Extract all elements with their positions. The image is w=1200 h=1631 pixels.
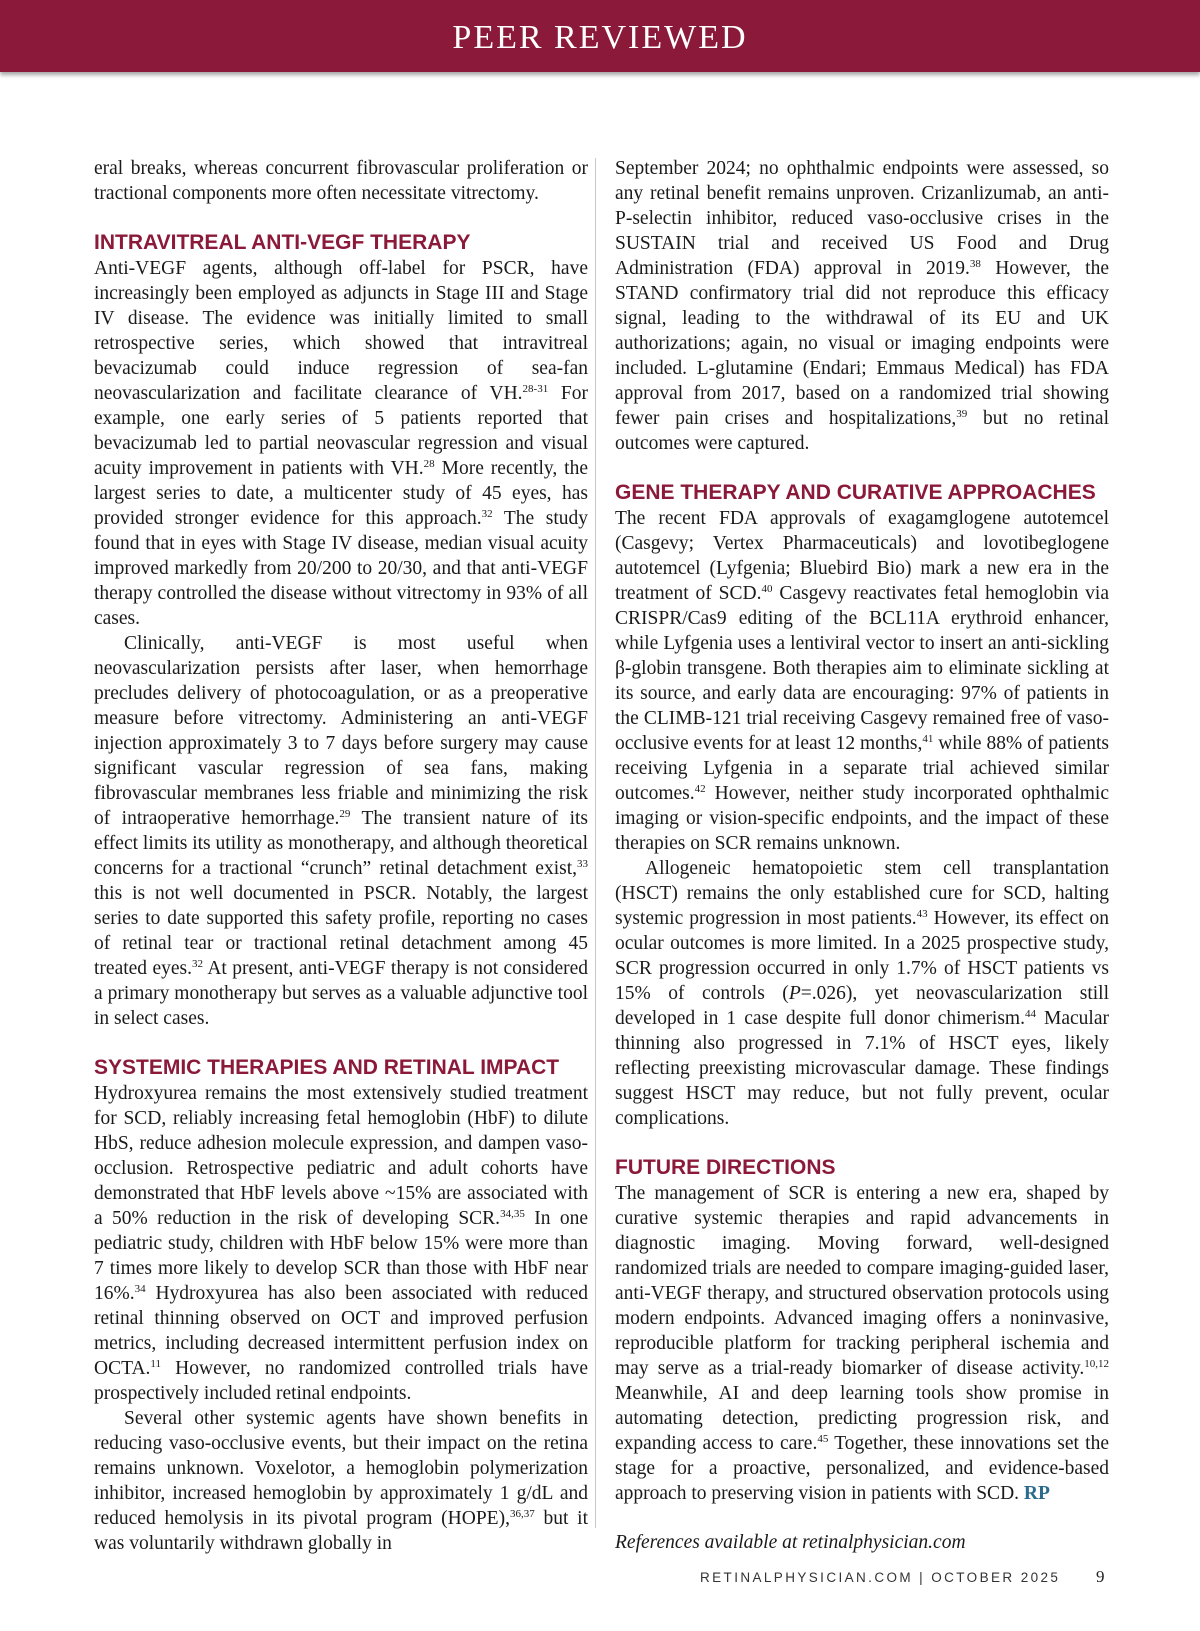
citation: 45: [817, 1433, 829, 1445]
p-value-symbol: P: [788, 983, 801, 1004]
paragraph-systemic-1: Hydroxyurea remains the most extensively studied treatment for SCD, reliably increasing fetal hemoglobin (HbF) to dilute HbS, reduce adhesion molecule expression, and dampen vaso-occlusion. Retrospective pediatric and adult cohorts have demonstrated that HbF levels above ~15% are associated with a 50% reduction in the risk of developing SCR.$^{34,35}$ In one pediatric study, children with HbF below 15% were more than 7 times more likely to develop SCR than those with HbF near 16%.$^{34}$ Hydroxyurea has also been associated with reduced retinal thinning observed on OCT and improved perfusion metrics, including decreased intermittent perfusion index on OCTA.$^{11}$ However, no randomized controlled trials have prospectively included retinal endpoints.: [94, 1083, 588, 1404]
citation: 40: [761, 583, 773, 595]
citation: 10,12: [1084, 1358, 1109, 1370]
section-heading-future: FUTURE DIRECTIONS: [615, 1156, 836, 1179]
paragraph-systemic-2: Several other systemic agents have shown benefits in reducing vaso-occlusive events, but their impact on the retina remains unknown. Voxelotor, a hemoglobin polymerization inhibitor, increased hemoglobin by approximately 1 g/dL and reduced hemolysis in its pivotal program (HOPE),$^{36,37}$ but it was voluntarily withdrawn globally in: [94, 1408, 588, 1554]
citation: 41: [922, 733, 934, 745]
citation: 28-31: [522, 383, 549, 395]
paragraph-gene-therapy-1: The recent FDA approvals of exagamglogene autotemcel (Casgevy; Vertex Pharmaceuticals) and lovotibeglogene autotemcel (Lyfgenia; Bluebird Bio) mark a new era in the treatment of SCD.$^{40}$ Casgevy reactivates fetal hemoglobin via CRISPR/Cas9 editing of the BCL11A erythroid enhancer, while Lyfgenia uses a lentiviral vector to insert an anti-sickling β-globin transgene. Both therapies aim to eliminate sickling at its source, and early data are encouraging: 97% of patients in the CLIMB-121 trial receiving Casgevy remained free of vaso-occlusive events for at least 12 months,$^{41}$ while 88% of patients receiving Lyfgenia in a separate trial achieved similar outcomes.$^{42}$ However, neither study incorporated ophthalmic imaging or vision-specific endpoints, and the impact of these therapies on SCR remains unknown.: [615, 508, 1109, 854]
running-footer: RETINALPHYSICIAN.COM | OCTOBER 2025: [700, 1570, 1061, 1585]
citation: 39: [956, 408, 968, 420]
citation: 38: [969, 258, 981, 270]
peer-reviewed-banner: [0, 0, 1200, 72]
citation: 32: [191, 958, 203, 970]
paragraph-gene-therapy-2: Allogeneic hematopoietic stem cell transplantation (HSCT) remains the only established cure for SCD, halting systemic progression in most patients.$^{43}$ However, its effect on ocular outcomes is more limited. In a 2025 prospective study, SCR progression occurred in only 1.7% of HSCT patients vs 15% of controls (P=.026), yet neovascularization still developed in 1 case despite full donor chimerism.$^{44}$ Macular thinning also progressed in 7.1% of HSCT eyes, likely reflecting preexisting microvascular damage. These findings suggest HSCT may reduce, but not fully prevent, ocular complications.: [615, 858, 1109, 1129]
page-number: 9: [1096, 1567, 1105, 1586]
paragraph-anti-vegf-1: Anti-VEGF agents, although off-label for PSCR, have increasingly been employed as adjuncts in Stage III and Stage IV disease. The evidence was initially limited to small retrospective series, which showed that intravitreal bevacizumab could induce regression of sea-fan neovascularization and facilitate clearance of VH.$^{28-31}$ For example, one early series of 5 patients reported that bevacizumab led to partial neovascular regression and visual acuity improvement in patients with VH.$^{28}$ More recently, the largest series to date, a multicenter study of 45 eyes, has provided stronger evidence for this approach.$^{32}$ The study found that in eyes with Stage IV disease, median visual acuity improved markedly from 20/200 to 20/30, and that anti-VEGF therapy controlled the disease without vitrectomy in 93% of all cases.: [94, 258, 589, 629]
citation: 11: [150, 1358, 161, 1370]
citation: 42: [694, 783, 706, 795]
section-heading-gene-therapy: GENE THERAPY AND CURATIVE APPROACHES: [615, 481, 1096, 504]
right-column: [615, 156, 1109, 1555]
citation: 34: [134, 1283, 146, 1295]
end-mark: RP: [1023, 1483, 1050, 1504]
left-column: [94, 156, 588, 1556]
citation: 33: [577, 858, 588, 870]
section-heading-systemic: SYSTEMIC THERAPIES AND RETINAL IMPACT: [94, 1056, 560, 1079]
citation: 36,37: [509, 1508, 535, 1520]
citation: 34,35: [500, 1208, 525, 1220]
paragraph-systemic-3: September 2024; no ophthalmic endpoints were assessed, so any retinal benefit remains unproven. Crizanlizumab, an anti-P-selectin inhibitor, reduced vaso-occlusive crises in the SUSTAIN trial and received US Food and Drug Administration (FDA) approval in 2019.38 However, the STAND confirmatory trial did not reproduce this efficacy signal, leading to the withdrawal of its EU and UK authorizations; again, no visual or imaging endpoints were included. L-glutamine (Endari; Emmaus Medical) has FDA approval from 2017, based on a randomized trial showing fewer pain crises and hospitalizations,$^{39}$ but no retinal outcomes were captured.: [615, 158, 1109, 454]
citation: 44: [1024, 1008, 1036, 1020]
paragraph-continued: eral breaks, whereas concurrent fibrovascular proliferation or tractional components more often necessitate vitrectomy.: [94, 158, 588, 204]
citation: 32: [481, 508, 493, 520]
column-divider: [595, 158, 596, 1528]
paragraph-future-1: The management of SCR is entering a new era, shaped by curative systemic therapies and rapid advancements in diagnostic imaging. Moving forward, well-designed randomized trials are needed to compare imaging-guided laser, anti-VEGF therapy, and structured observation protocols using modern endpoints. Advanced imaging offers a noninvasive, reproducible platform for tracking peripheral ischemia and may serve as a trial-ready biomarker of disease activity.$^{10,12}$ Meanwhile, AI and deep learning tools show promise in automating detection, predicting progression risk, and expanding access to care.$^{45}$ Together, these innovations set the stage for a proactive, personalized, and evidence-based approach to preserving vision in patients with SCD. RP: [615, 1183, 1110, 1504]
section-heading-anti-vegf: INTRAVITREAL ANTI-VEGF THERAPY: [94, 231, 471, 254]
citation: 43: [916, 908, 928, 920]
citation: 29: [339, 808, 351, 820]
citation: 28: [423, 458, 435, 470]
banner-title: PEER REVIEWED: [452, 19, 748, 56]
references-note: References available at retinalphysician.com: [615, 1532, 966, 1553]
paragraph-anti-vegf-2: Clinically, anti-VEGF is most useful when neovascularization persists after laser, when hemorrhage precludes delivery of photocoagulation, or as a preoperative measure before vitrectomy. Administering an anti-VEGF injection approximately 3 to 7 days before surgery may cause significant vascular regression of sea fans, making fibrovascular membranes less friable and minimizing the risk of intraoperative hemorrhage.$^{29}$ The transient nature of its effect limits its utility as monotherapy, and although theoretical concerns for a tractional “crunch” retinal detachment exist,$^{33}$ this is not well documented in PSCR. Notably, the largest series to date supported this safety profile, reporting no cases of retinal tear or tractional retinal detachment among 45 treated eyes.$^{32}$ At present, anti-VEGF therapy is not considered a primary monotherapy but serves as a valuable adjunctive tool in select cases.: [94, 633, 588, 1029]
